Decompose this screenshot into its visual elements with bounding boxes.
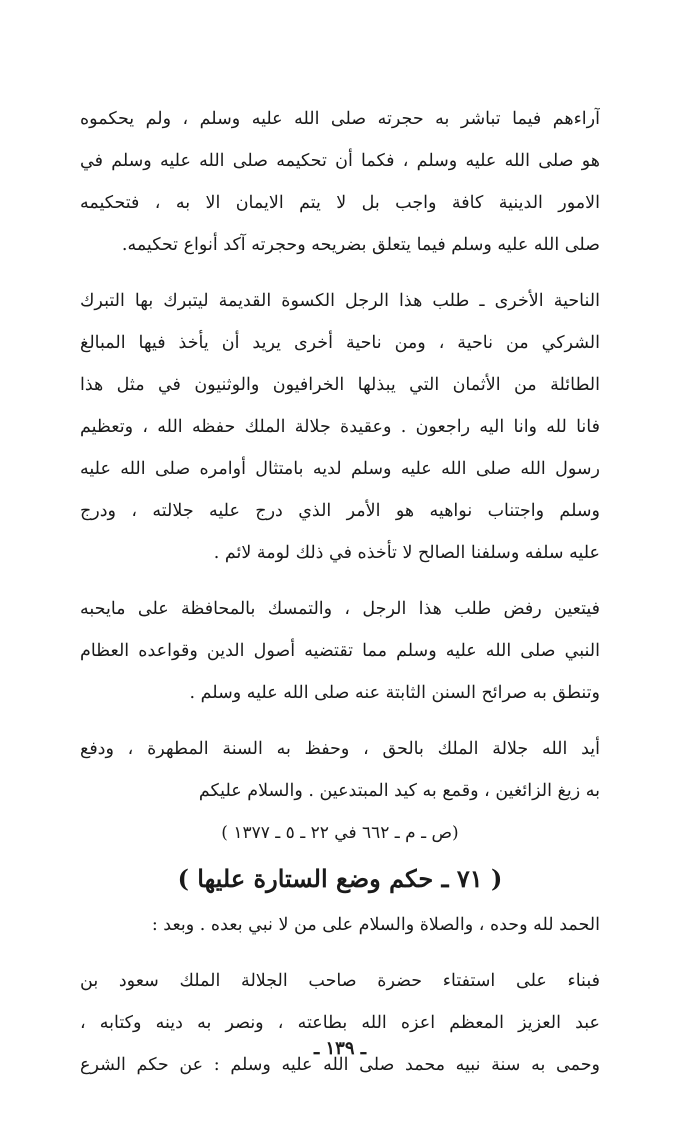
paragraph-prophet-judgment <box>80 98 600 266</box>
opening-line <box>80 904 600 946</box>
text-line: وتنطق به صرائح السنن الثابتة عنه صلى الله عليه وسلم . <box>189 683 600 703</box>
paragraph-fatwa-request <box>80 960 600 1086</box>
paragraph-other-aspect <box>80 280 600 574</box>
text-line: الطائلة من الأثمان التي يبذلها الخرافيون والوثنيون في مثل هذا <box>80 375 600 395</box>
text-line: فانا لله وانا اليه راجعون . وعقيدة جلالة الملك حفظه الله ، وتعظيم <box>80 417 600 437</box>
text-line: أيد الله جلالة الملك بالحق ، وحفظ به السنة المطهرة ، ودفع <box>80 739 600 759</box>
text-line: فيتعين رفض طلب هذا الرجل ، والتمسك بالمحافظة على مايحبه <box>80 599 600 619</box>
text-line: وسلم واجتناب نواهيه هو الأمر الذي درج عليه جلالته ، ودرج <box>80 501 600 521</box>
text-line: الناحية الأخرى ـ طلب هذا الرجل الكسوة القديمة ليتبرك بها التبرك <box>80 291 600 311</box>
text-line: الحمد لله وحده ، والصلاة والسلام على من لا نبي بعده . وبعد : <box>151 915 600 935</box>
text-line: عبد العزيز المعظم اعزه الله بطاعته ، ونصر به دينه وكتابه ، <box>80 1013 600 1033</box>
text-line: فبناء على استفتاء حضرة صاحب الجلالة الملك سعود بن <box>80 971 600 991</box>
text-line: آراءهم فيما تباشر به حجرته صلى الله عليه وسلم ، ولم يحكموه <box>80 109 600 129</box>
section-heading: ( ٧١ ـ حكم وضع الستارة عليها ) <box>177 864 503 893</box>
text-line: هو صلى الله عليه وسلم ، فكما أن تحكيمه صلى الله عليه وسلم في <box>80 151 600 171</box>
text-line: النبي صلى الله عليه وسلم مما تقتضيه أصول الدين وقواعده العظام <box>80 641 600 661</box>
text-line: الامور الدينية كافة واجب بل لا يتم الايمان الا به ، فتحكيمه <box>80 193 600 213</box>
text-line: وحمى به سنة نبيه محمد صلى الله عليه وسلم : عن حكم الشرع <box>80 1055 600 1075</box>
text-line: به زيغ الزائغين ، وقمع به كيد المبتدعين . والسلام عليكم <box>198 781 600 801</box>
text-line: صلى الله عليه وسلم فيما يتعلق بضريحه وحجرته آكد أنواع تحكيمه. <box>121 235 600 255</box>
text-line: الشركي من ناحية ، ومن ناحية أخرى يريد أن يأخذ فيها المبالغ <box>80 333 600 353</box>
text-line: رسول الله صلى الله عليه وسلم لديه بامتثال أوامره صلى الله عليه <box>80 459 600 479</box>
paragraph-closing-prayer <box>80 728 600 812</box>
text-line: عليه سلفه وسلفنا الصالح لا تأخذه في ذلك لومة لائم . <box>213 543 600 563</box>
page-number: ـ ١٣٩ ـ <box>313 1038 367 1059</box>
paragraph-rejection <box>80 588 600 714</box>
document-reference: (ص ـ م ـ ٦٦٢ في ٢٢ ـ ٥ ـ ١٣٧٧ ) <box>221 823 459 843</box>
